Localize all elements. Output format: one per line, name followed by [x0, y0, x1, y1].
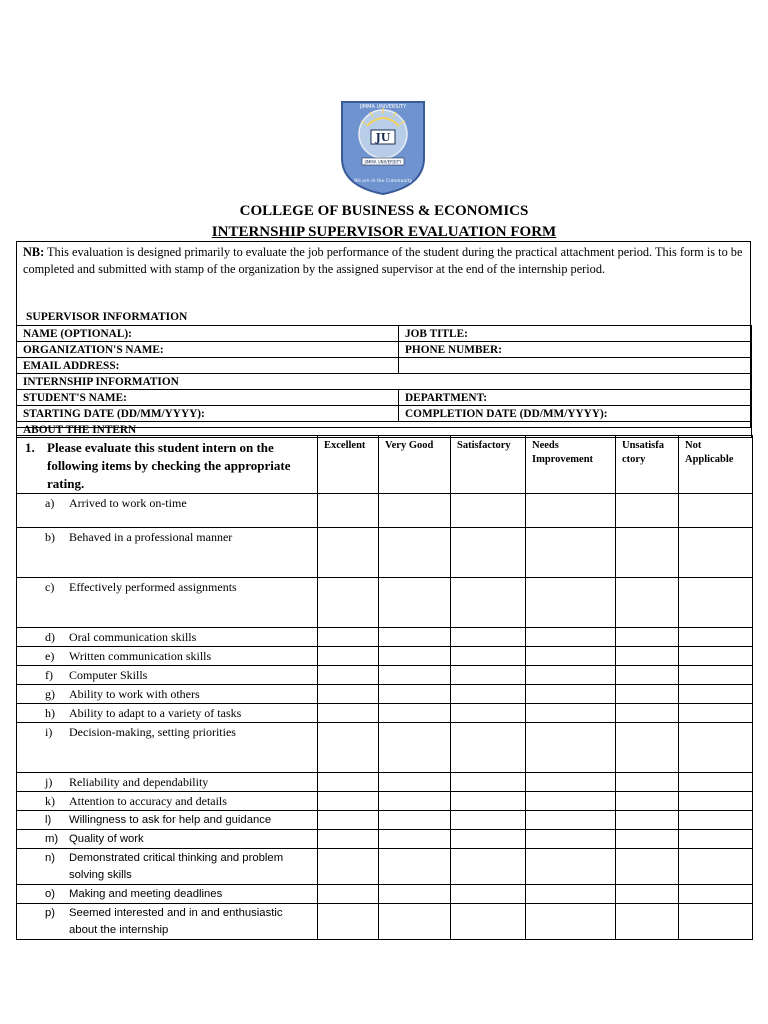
rating-checkbox-cell[interactable]: [616, 704, 679, 723]
phone-number-field[interactable]: PHONE NUMBER:: [399, 342, 752, 358]
rating-checkbox-cell[interactable]: [679, 792, 753, 811]
department-field[interactable]: DEPARTMENT:: [399, 390, 752, 406]
item-letter: n): [45, 852, 56, 864]
rating-checkbox-cell[interactable]: [526, 885, 616, 904]
university-logo: [340, 100, 426, 196]
rating-checkbox-cell[interactable]: [679, 830, 753, 849]
rating-checkbox-cell[interactable]: [616, 830, 679, 849]
rating-checkbox-cell[interactable]: [526, 811, 616, 830]
rating-checkbox-cell[interactable]: [526, 647, 616, 666]
rating-checkbox-cell[interactable]: [451, 628, 526, 647]
item-letter: a): [45, 496, 55, 510]
rating-checkbox-cell[interactable]: [379, 528, 451, 578]
supervisor-name-field[interactable]: NAME (OPTIONAL):: [17, 326, 399, 342]
completion-date-field[interactable]: COMPLETION DATE (DD/MM/YYYY):: [399, 406, 752, 422]
item-text: Reliability and dependability: [69, 775, 209, 789]
rating-checkbox-cell[interactable]: [318, 704, 379, 723]
item-text: Ability to work with others: [69, 687, 200, 701]
nb-note: [23, 244, 745, 278]
rating-checkbox-cell[interactable]: [451, 830, 526, 849]
rating-checkbox-cell[interactable]: [451, 578, 526, 628]
college-title: COLLEGE OF BUSINESS & ECONOMICS: [239, 203, 529, 219]
item-letter: o): [45, 888, 56, 900]
rating-checkbox-cell[interactable]: [318, 885, 379, 904]
rating-checkbox-cell[interactable]: [616, 628, 679, 647]
evaluation-item-label: [17, 849, 318, 885]
rating-checkbox-cell[interactable]: [318, 666, 379, 685]
rating-checkbox-cell[interactable]: [679, 849, 753, 885]
rating-checkbox-cell[interactable]: [318, 528, 379, 578]
rating-checkbox-cell[interactable]: [318, 811, 379, 830]
rating-checkbox-cell[interactable]: [679, 647, 753, 666]
info-table: [16, 325, 752, 438]
rating-checkbox-cell[interactable]: [451, 811, 526, 830]
evaluation-item-row: [17, 685, 753, 704]
rating-checkbox-cell[interactable]: [318, 628, 379, 647]
about-intern-heading: ABOUT THE INTERN: [17, 422, 752, 438]
rating-checkbox-cell[interactable]: [526, 904, 616, 940]
rating-checkbox-cell[interactable]: [616, 904, 679, 940]
rating-checkbox-cell[interactable]: [451, 723, 526, 773]
rating-checkbox-cell[interactable]: [679, 811, 753, 830]
item-letter: p): [45, 907, 56, 919]
logo-ribbon-text: JIMMA UNIVERSITY: [364, 159, 402, 165]
email-address-blank[interactable]: [399, 358, 752, 374]
evaluation-table: [16, 435, 753, 940]
student-name-field[interactable]: STUDENT'S NAME:: [17, 390, 399, 406]
rating-checkbox-cell[interactable]: [679, 685, 753, 704]
item-letter: j): [45, 775, 53, 789]
evaluation-item-label: [17, 666, 318, 685]
rating-checkbox-cell[interactable]: [616, 811, 679, 830]
form-title: INTERNSHIP SUPERVISOR EVALUATION FORM: [211, 224, 557, 240]
evaluation-item-label: [17, 723, 318, 773]
item-letter: e): [45, 649, 55, 663]
evaluation-item-row: [17, 494, 753, 528]
rating-checkbox-cell[interactable]: [616, 792, 679, 811]
evaluation-item-label: [17, 830, 318, 849]
rating-checkbox-cell[interactable]: [679, 885, 753, 904]
rating-checkbox-cell[interactable]: [318, 494, 379, 528]
rating-checkbox-cell[interactable]: [616, 666, 679, 685]
evaluation-item-label: [17, 628, 318, 647]
rating-checkbox-cell[interactable]: [379, 904, 451, 940]
item-letter: l): [45, 814, 52, 826]
rating-checkbox-cell[interactable]: [616, 494, 679, 528]
rating-checkbox-cell[interactable]: [451, 773, 526, 792]
rating-column-header: Excellent: [318, 436, 379, 494]
evaluation-item-label: [17, 685, 318, 704]
rating-checkbox-cell[interactable]: [616, 647, 679, 666]
rating-column-header: Satisfactory: [451, 436, 526, 494]
rating-checkbox-cell[interactable]: [379, 792, 451, 811]
info-row: [17, 374, 752, 390]
evaluation-question: [17, 436, 318, 494]
rating-checkbox-cell[interactable]: [451, 704, 526, 723]
rating-checkbox-cell[interactable]: [379, 647, 451, 666]
item-letter: k): [45, 794, 55, 808]
item-letter: b): [45, 530, 55, 544]
rating-checkbox-cell[interactable]: [318, 723, 379, 773]
rating-checkbox-cell[interactable]: [526, 723, 616, 773]
item-text: Behaved in a professional manner: [69, 530, 233, 544]
rating-checkbox-cell[interactable]: [379, 811, 451, 830]
rating-checkbox-cell[interactable]: [379, 578, 451, 628]
evaluation-item-row: [17, 666, 753, 685]
rating-checkbox-cell[interactable]: [318, 830, 379, 849]
item-text: Willingness to ask for help and guidance: [69, 814, 272, 826]
item-text: Quality of work: [69, 833, 144, 845]
rating-checkbox-cell[interactable]: [679, 666, 753, 685]
rating-checkbox-cell[interactable]: [318, 773, 379, 792]
evaluation-item-row: [17, 773, 753, 792]
evaluation-item-label: [17, 773, 318, 792]
rating-checkbox-cell[interactable]: [679, 628, 753, 647]
rating-checkbox-cell[interactable]: [526, 773, 616, 792]
email-address-field[interactable]: EMAIL ADDRESS:: [17, 358, 399, 374]
info-row: [17, 390, 752, 406]
rating-checkbox-cell[interactable]: [526, 792, 616, 811]
evaluation-item-label: [17, 528, 318, 578]
rating-checkbox-cell[interactable]: [379, 830, 451, 849]
rating-checkbox-cell[interactable]: [451, 685, 526, 704]
evaluation-item-row: [17, 704, 753, 723]
evaluation-item-row: [17, 849, 753, 885]
rating-column-header: Needs Improvement: [526, 436, 616, 494]
rating-checkbox-cell[interactable]: [451, 494, 526, 528]
evaluation-item-row: [17, 578, 753, 628]
rating-checkbox-cell[interactable]: [379, 494, 451, 528]
evaluation-header-row: [17, 436, 753, 494]
rating-checkbox-cell[interactable]: [526, 578, 616, 628]
rating-checkbox-cell[interactable]: [318, 578, 379, 628]
rating-checkbox-cell[interactable]: [318, 792, 379, 811]
rating-checkbox-cell[interactable]: [379, 685, 451, 704]
evaluation-item-row: [17, 723, 753, 773]
info-row: [17, 326, 752, 342]
item-text: Seemed interested and in and enthusiastic about the internship: [69, 907, 283, 936]
item-letter: f): [45, 668, 53, 682]
evaluation-item-row: [17, 528, 753, 578]
rating-checkbox-cell[interactable]: [451, 849, 526, 885]
item-letter: m): [45, 833, 59, 845]
evaluation-item-label: [17, 494, 318, 528]
rating-checkbox-cell[interactable]: [679, 904, 753, 940]
rating-column-header: Unsatisfa ctory: [616, 436, 679, 494]
evaluation-item-label: [17, 578, 318, 628]
rating-checkbox-cell[interactable]: [526, 830, 616, 849]
item-letter: g): [45, 687, 55, 701]
rating-checkbox-cell[interactable]: [526, 628, 616, 647]
rating-checkbox-cell[interactable]: [526, 666, 616, 685]
item-text: Effectively performed assignments: [69, 580, 237, 594]
item-text: Ability to adapt to a variety of tasks: [69, 706, 242, 720]
item-text: Demonstrated critical thinking and problem solving skills: [69, 852, 284, 881]
item-text: Oral communication skills: [69, 630, 197, 644]
info-row: [17, 358, 752, 374]
evaluation-item-row: [17, 792, 753, 811]
rating-checkbox-cell[interactable]: [318, 647, 379, 666]
rating-column-header: Not Applicable: [679, 436, 753, 494]
evaluation-item-label: [17, 811, 318, 830]
evaluation-item-row: [17, 904, 753, 940]
rating-checkbox-cell[interactable]: [451, 792, 526, 811]
info-row: [17, 406, 752, 422]
item-letter: c): [45, 580, 55, 594]
rating-checkbox-cell[interactable]: [526, 494, 616, 528]
rating-checkbox-cell[interactable]: [379, 773, 451, 792]
rating-checkbox-cell[interactable]: [526, 849, 616, 885]
logo-arc-text: JIMMA UNIVERSITY: [359, 104, 407, 110]
rating-checkbox-cell[interactable]: [616, 685, 679, 704]
rating-checkbox-cell[interactable]: [379, 885, 451, 904]
rating-checkbox-cell[interactable]: [451, 666, 526, 685]
evaluation-item-label: [17, 704, 318, 723]
nb-label: NB:: [23, 245, 45, 259]
evaluation-item-row: [17, 830, 753, 849]
rating-column-header: Very Good: [379, 436, 451, 494]
job-title-field[interactable]: JOB TITLE:: [399, 326, 752, 342]
item-text: Computer Skills: [69, 668, 148, 682]
item-letter: i): [45, 725, 53, 739]
starting-date-field[interactable]: STARTING DATE (DD/MM/YYYY):: [17, 406, 399, 422]
rating-checkbox-cell[interactable]: [379, 628, 451, 647]
rating-checkbox-cell[interactable]: [318, 849, 379, 885]
evaluation-item-row: [17, 628, 753, 647]
item-letter: d): [45, 630, 55, 644]
rating-checkbox-cell[interactable]: [451, 904, 526, 940]
item-text: Making and meeting deadlines: [69, 888, 223, 900]
rating-checkbox-cell[interactable]: [616, 723, 679, 773]
evaluation-item-label: [17, 647, 318, 666]
rating-checkbox-cell[interactable]: [616, 885, 679, 904]
nb-text: This evaluation is designed primarily to evaluate the job performance of the student during the practical attachment period. This form is to be completed and submitted with stamp of the organization by the assigned supervisor at the end of the internship period.: [23, 245, 743, 276]
rating-checkbox-cell[interactable]: [679, 528, 753, 578]
rating-checkbox-cell[interactable]: [679, 773, 753, 792]
item-text: Decision-making, setting priorities: [69, 725, 236, 739]
rating-checkbox-cell[interactable]: [451, 885, 526, 904]
rating-checkbox-cell[interactable]: [379, 723, 451, 773]
rating-checkbox-cell[interactable]: [379, 666, 451, 685]
item-text: Arrived to work on-time: [69, 496, 187, 510]
question-text: Please evaluate this student intern on the following items by checking the appropriate rating.: [47, 440, 291, 491]
svg-text:JU: JU: [375, 131, 391, 144]
rating-checkbox-cell[interactable]: [526, 685, 616, 704]
supervisor-info-heading: SUPERVISOR INFORMATION: [26, 311, 188, 323]
evaluation-item-row: [17, 811, 753, 830]
rating-checkbox-cell[interactable]: [379, 704, 451, 723]
evaluation-item-row: [17, 647, 753, 666]
evaluation-item-row: [17, 885, 753, 904]
internship-info-heading: INTERNSHIP INFORMATION: [17, 374, 752, 390]
logo-motto-text: We are in the Community: [353, 179, 413, 184]
rating-checkbox-cell[interactable]: [616, 773, 679, 792]
evaluation-item-label: [17, 792, 318, 811]
rating-checkbox-cell[interactable]: [616, 849, 679, 885]
evaluation-item-label: [17, 904, 318, 940]
rating-checkbox-cell[interactable]: [318, 904, 379, 940]
evaluation-item-label: [17, 885, 318, 904]
rating-checkbox-cell[interactable]: [679, 723, 753, 773]
rating-checkbox-cell[interactable]: [616, 528, 679, 578]
item-letter: h): [45, 706, 55, 720]
rating-checkbox-cell[interactable]: [451, 528, 526, 578]
item-text: Attention to accuracy and details: [69, 794, 227, 808]
rating-checkbox-cell[interactable]: [379, 849, 451, 885]
rating-checkbox-cell[interactable]: [679, 494, 753, 528]
rating-checkbox-cell[interactable]: [451, 647, 526, 666]
rating-checkbox-cell[interactable]: [679, 704, 753, 723]
rating-checkbox-cell[interactable]: [318, 685, 379, 704]
rating-checkbox-cell[interactable]: [526, 704, 616, 723]
organization-name-field[interactable]: ORGANIZATION'S NAME:: [17, 342, 399, 358]
question-number: 1.: [25, 440, 35, 455]
rating-checkbox-cell[interactable]: [526, 528, 616, 578]
info-row: [17, 342, 752, 358]
rating-checkbox-cell[interactable]: [679, 578, 753, 628]
rating-checkbox-cell[interactable]: [616, 578, 679, 628]
item-text: Written communication skills: [69, 649, 212, 663]
